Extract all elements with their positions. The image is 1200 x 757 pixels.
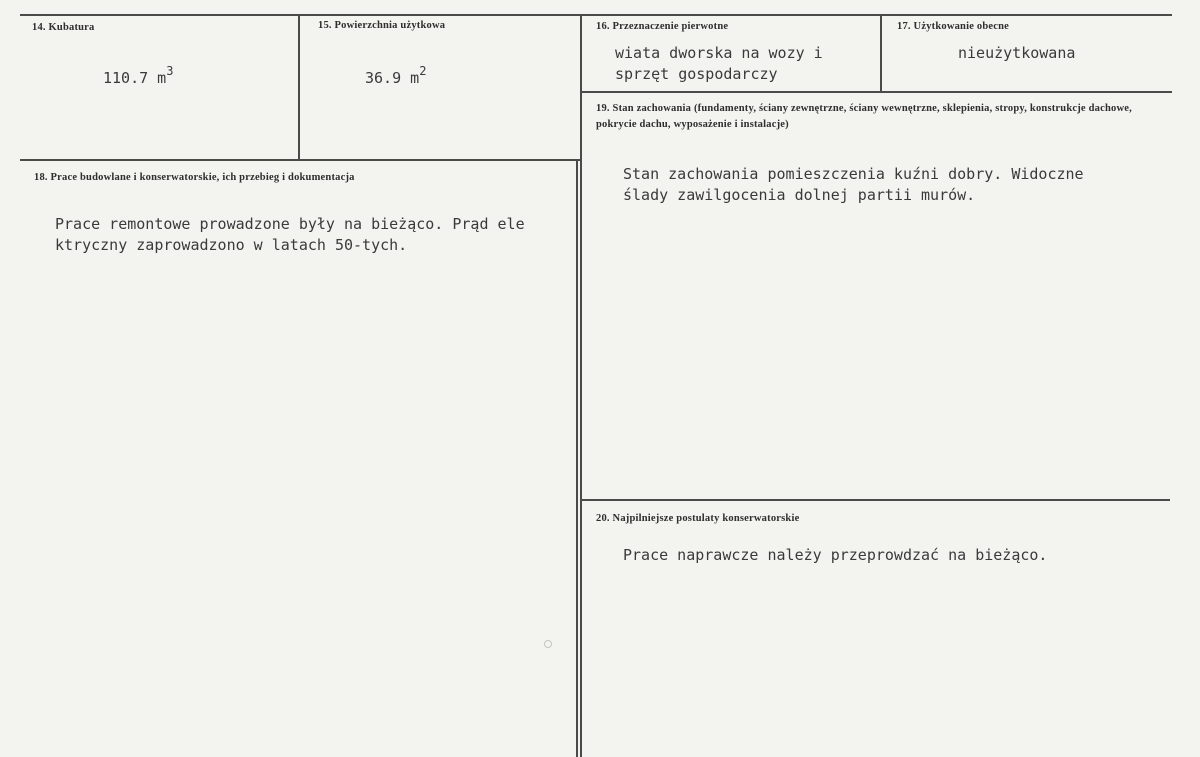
field-18-line-2: ktryczny zaprowadzono w latach 50-tych. <box>55 236 408 254</box>
field-19-label-detail: (fundamenty, ściany zewnętrzne, ściany wewnętrzne, sklepienia, stropy, konstrukcje dachowe, pokrycie dachu, wyposażenie i instalacje) <box>596 103 1132 130</box>
field-19-label-main: 19. Stan zachowania <box>596 103 692 114</box>
field-15-number: 36.9 m <box>365 69 420 87</box>
field-19-line-2: ślady zawilgocenia dolnej partii murów. <box>623 186 976 204</box>
field-14-label: 14. Kubatura <box>32 22 95 33</box>
divider-14-15 <box>298 14 300 160</box>
field-14-value <box>103 63 173 89</box>
divider-row-19-20 <box>580 499 1170 501</box>
top-border-line <box>20 14 1172 16</box>
field-17-label: 17. Użytkowanie obecne <box>897 21 1010 32</box>
divider-15-16 <box>580 14 582 757</box>
paper-speck <box>544 640 552 648</box>
field-20-label: 20. Najpilniejsze postulaty konserwatorskie <box>596 513 800 524</box>
field-15-label: 15. Powierzchnia użytkowa <box>318 20 446 31</box>
field-16-line-2: sprzęt gospodarczy <box>615 65 778 83</box>
divider-row-14-18 <box>20 159 582 161</box>
field-14-unit-sup: 3 <box>166 64 174 78</box>
field-18-label: 18. Prace budowlane i konserwatorskie, ich przebieg i dokumentacja <box>34 172 355 183</box>
field-19-label <box>596 101 1156 133</box>
field-20-value: Prace naprawcze należy przeprowdzać na bieżąco. <box>623 546 1048 564</box>
field-15-value <box>365 63 426 89</box>
divider-16-17 <box>880 14 882 92</box>
field-14-number: 110.7 m <box>103 69 167 87</box>
field-17-value: nieużytkowana <box>958 44 1076 62</box>
field-19-line-1: Stan zachowania pomieszczenia kuźni dobry. Widoczne <box>623 165 1084 183</box>
field-16-line-1: wiata dworska na wozy i <box>615 44 823 62</box>
field-15-unit-sup: 2 <box>419 64 427 78</box>
field-18-line-1: Prace remontowe prowadzone były na bieżąco. Prąd ele <box>55 215 525 233</box>
divider-row-16-19 <box>580 91 1172 93</box>
field-16-label: 16. Przeznaczenie pierwotne <box>596 21 729 32</box>
divider-18-left <box>576 160 578 757</box>
